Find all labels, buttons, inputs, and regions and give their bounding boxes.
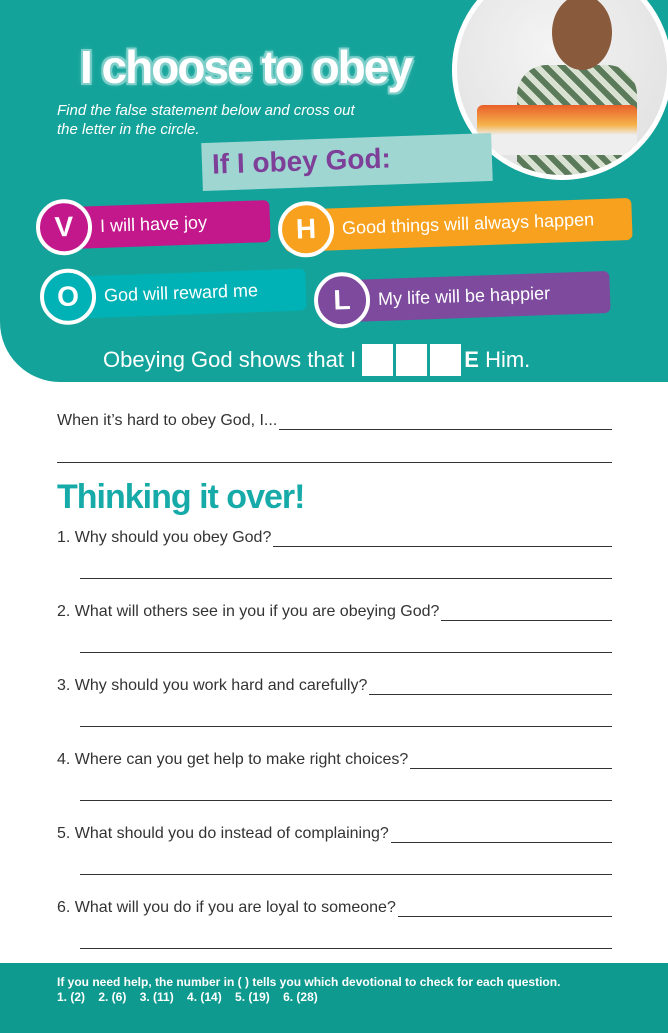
- header-banner: [0, 0, 668, 382]
- statement-h[interactable]: [283, 198, 632, 252]
- answer-line[interactable]: [441, 607, 612, 621]
- statement-text: Good things will always happen: [341, 209, 595, 239]
- devotional-refs: 1. (2) 2. (6) 3. (11) 4. (14) 5. (19) 6. (28): [57, 990, 318, 1004]
- answer-line[interactable]: [391, 829, 612, 843]
- answer-line[interactable]: [410, 755, 612, 769]
- answer-line[interactable]: [80, 652, 612, 653]
- question-text: 2. What will others see in you if you are obeying God?: [57, 603, 440, 620]
- prompt-text: When it’s hard to obey God, I...: [57, 412, 278, 429]
- statement-text: I will have joy: [99, 212, 208, 236]
- instructions: Find the false statement below and cross out the letter in the circle.: [57, 102, 355, 138]
- question-text: 3. Why should you work hard and carefully?: [57, 677, 368, 694]
- puzzle-sentence: [103, 344, 530, 376]
- letter-circle[interactable]: L: [313, 271, 371, 329]
- answer-line[interactable]: [80, 800, 612, 801]
- question-6[interactable]: [57, 899, 612, 917]
- answer-line[interactable]: [369, 681, 612, 695]
- question-text: 4. Where can you get help to make right choices?: [57, 751, 409, 768]
- section-title: Thinking it over!: [57, 478, 305, 516]
- question-text: 1. Why should you obey God?: [57, 529, 272, 546]
- answer-line[interactable]: [80, 726, 612, 727]
- letter-circle[interactable]: O: [39, 268, 97, 326]
- statement-o[interactable]: [45, 268, 306, 319]
- subheading: If I obey God:: [211, 142, 392, 180]
- statement-v[interactable]: [41, 200, 270, 250]
- question-text: 6. What will you do if you are loyal to someone?: [57, 899, 396, 916]
- letter-circle[interactable]: V: [35, 198, 93, 256]
- statement-text: My life will be happier: [377, 283, 551, 310]
- prompt-row[interactable]: [57, 412, 612, 430]
- puzzle-after: Him.: [485, 347, 531, 372]
- footer-help: [0, 963, 668, 1033]
- answer-box[interactable]: [396, 344, 427, 376]
- question-4[interactable]: [57, 751, 612, 769]
- answer-box[interactable]: [362, 344, 393, 376]
- page-title: I choose to obey: [80, 41, 411, 93]
- answer-line[interactable]: [80, 948, 612, 949]
- answer-line[interactable]: [398, 903, 612, 917]
- answer-box[interactable]: [430, 344, 461, 376]
- question-3[interactable]: [57, 677, 612, 695]
- puzzle-before: Obeying God shows that I: [103, 347, 357, 372]
- puzzle-letter: E: [464, 347, 479, 372]
- subheading-band: [201, 133, 492, 191]
- help-text: If you need help, the number in ( ) tells you which devotional to check for each question.: [57, 975, 561, 989]
- letter-circle[interactable]: H: [277, 200, 335, 258]
- answer-line[interactable]: [80, 874, 612, 875]
- answer-line[interactable]: [57, 462, 612, 463]
- question-2[interactable]: [57, 603, 612, 621]
- question-5[interactable]: [57, 825, 612, 843]
- answer-line[interactable]: [279, 416, 612, 430]
- answer-line[interactable]: [80, 578, 612, 579]
- statement-l[interactable]: [319, 271, 610, 323]
- statement-text: God will reward me: [103, 280, 259, 306]
- answer-line[interactable]: [273, 533, 612, 547]
- question-text: 5. What should you do instead of complaining?: [57, 825, 389, 842]
- question-1[interactable]: [57, 529, 612, 547]
